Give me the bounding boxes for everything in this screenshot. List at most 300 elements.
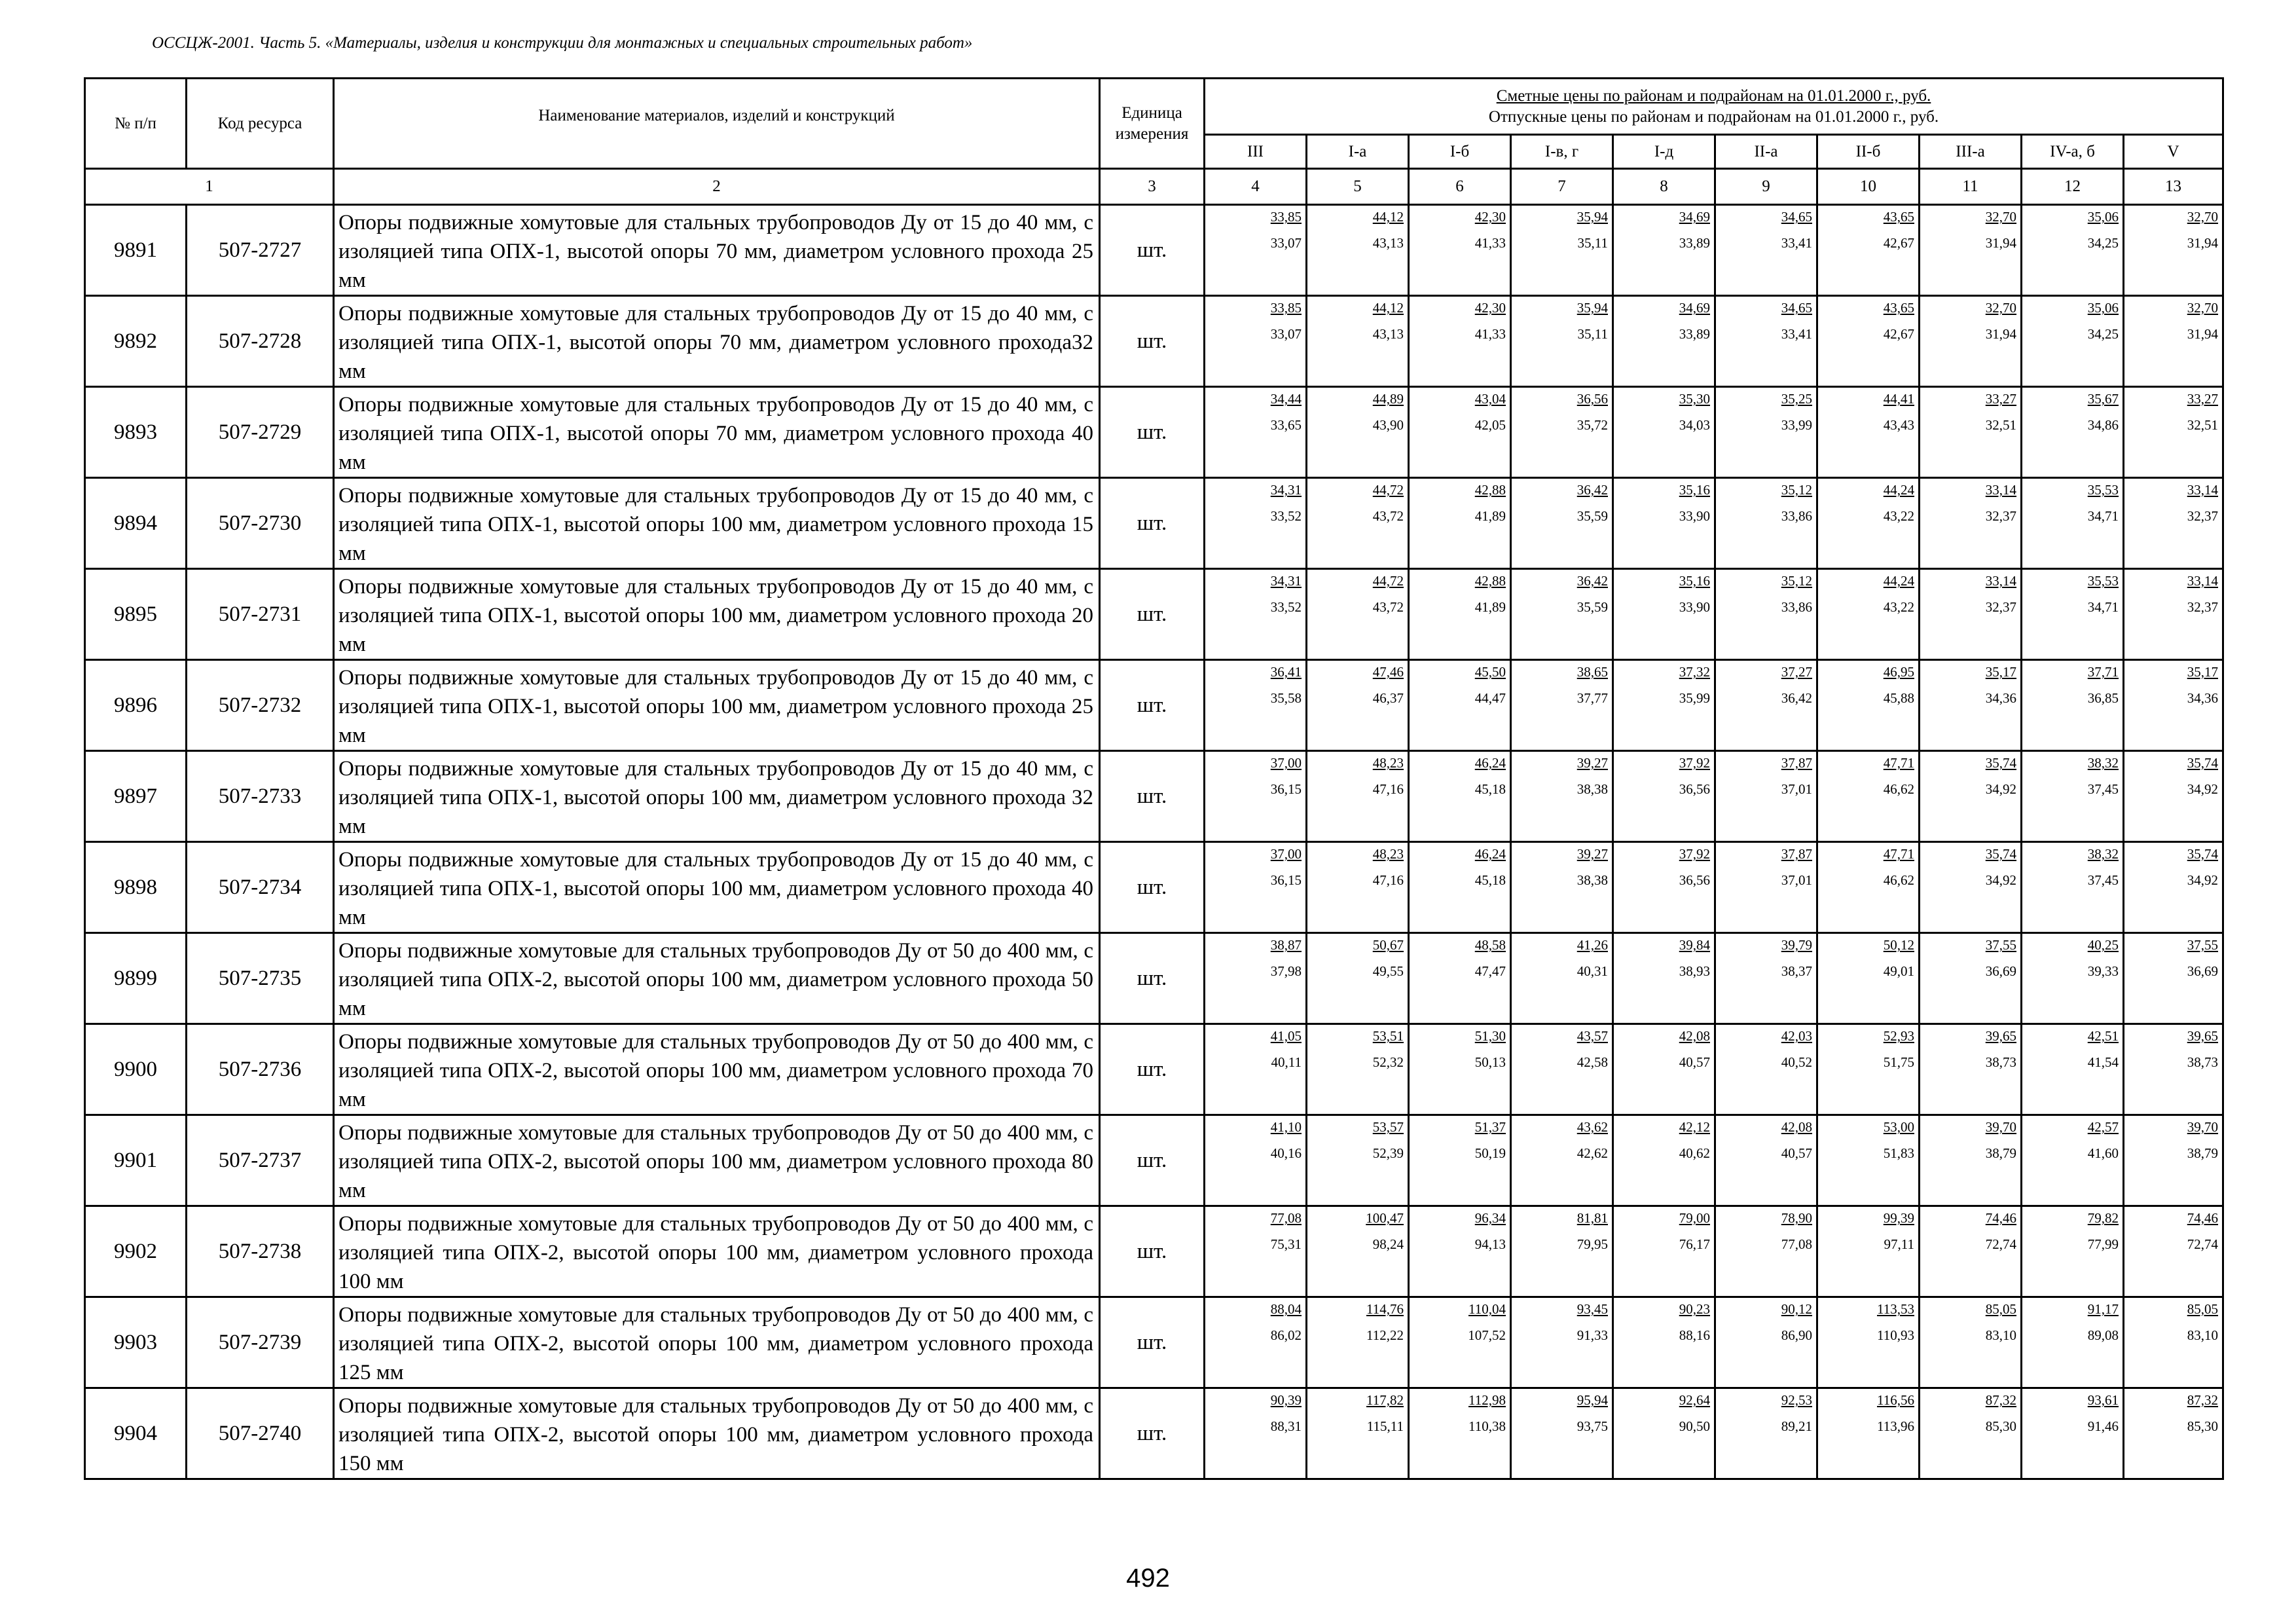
price-cell bbox=[1817, 205, 1920, 296]
price-cell bbox=[1307, 205, 1409, 296]
estimated-price: 35,53 bbox=[2087, 573, 2119, 589]
release-price: 43,43 bbox=[1883, 417, 1914, 433]
unit: шт. bbox=[1100, 1115, 1205, 1206]
price-cell bbox=[1817, 1024, 1920, 1115]
release-price: 43,72 bbox=[1372, 599, 1404, 615]
release-price: 33,65 bbox=[1270, 417, 1302, 433]
price-cell bbox=[1307, 1297, 1409, 1388]
price-cell bbox=[2022, 569, 2124, 660]
header-prices-line1: Сметные цены по районам и подрайонам на 01.01.2000 г., руб. bbox=[1496, 86, 1931, 105]
price-cell bbox=[1715, 569, 1817, 660]
column-number: 11 bbox=[1920, 169, 2022, 205]
resource-code: 507-2732 bbox=[187, 660, 334, 751]
estimated-price: 112,98 bbox=[1468, 1392, 1506, 1408]
price-cell bbox=[2022, 1297, 2124, 1388]
estimated-price: 34,31 bbox=[1270, 573, 1302, 589]
header-code: Код ресурса bbox=[187, 79, 334, 169]
release-price: 33,41 bbox=[1781, 235, 1812, 251]
header-prices bbox=[1205, 79, 2223, 135]
column-number: 4 bbox=[1205, 169, 1307, 205]
region-header: II-а bbox=[1715, 135, 1817, 169]
release-price: 34,92 bbox=[2187, 781, 2219, 797]
estimated-price: 113,53 bbox=[1877, 1301, 1914, 1317]
release-price: 85,30 bbox=[1985, 1418, 2016, 1434]
release-price: 33,90 bbox=[1679, 508, 1710, 524]
release-price: 49,01 bbox=[1883, 963, 1914, 979]
material-name: Опоры подвижные хомутовые для стальных трубопроводов Ду от 15 до 40 мм, с изоляцией типа ОПХ-1, высотой опоры 100 мм, диаметром условного прохода 15 мм bbox=[334, 478, 1100, 569]
release-price: 36,85 bbox=[2087, 690, 2119, 706]
release-price: 90,50 bbox=[1679, 1418, 1710, 1434]
price-cell bbox=[1205, 296, 1307, 387]
release-price: 36,56 bbox=[1679, 781, 1710, 797]
resource-code: 507-2734 bbox=[187, 842, 334, 933]
price-cell bbox=[1307, 296, 1409, 387]
price-cell bbox=[2124, 660, 2223, 751]
release-price: 38,38 bbox=[1576, 872, 1608, 888]
row-index: 9899 bbox=[85, 933, 187, 1024]
row-index: 9894 bbox=[85, 478, 187, 569]
resource-code: 507-2731 bbox=[187, 569, 334, 660]
price-cell bbox=[2124, 1297, 2223, 1388]
price-cell bbox=[1307, 842, 1409, 933]
estimated-price: 44,89 bbox=[1372, 391, 1404, 407]
estimated-price: 33,14 bbox=[1985, 573, 2016, 589]
estimated-price: 77,08 bbox=[1270, 1210, 1302, 1226]
estimated-price: 74,46 bbox=[2187, 1210, 2219, 1226]
release-price: 32,51 bbox=[1985, 417, 2016, 433]
release-price: 38,73 bbox=[2187, 1054, 2219, 1070]
column-number: 10 bbox=[1817, 169, 1920, 205]
price-cell bbox=[1409, 933, 1511, 1024]
estimated-price: 44,12 bbox=[1372, 209, 1404, 225]
price-cell bbox=[1817, 387, 1920, 478]
release-price: 38,79 bbox=[2187, 1145, 2219, 1161]
material-name: Опоры подвижные хомутовые для стальных трубопроводов Ду от 50 до 400 мм, с изоляцией типа ОПХ-2, высотой опоры 100 мм, диаметром условного прохода 80 мм bbox=[334, 1115, 1100, 1206]
release-price: 89,08 bbox=[2087, 1327, 2119, 1343]
material-name: Опоры подвижные хомутовые для стальных трубопроводов Ду от 50 до 400 мм, с изоляцией типа ОПХ-2, высотой опоры 100 мм, диаметром условного прохода 70 мм bbox=[334, 1024, 1100, 1115]
price-cell bbox=[1920, 933, 2022, 1024]
price-cell bbox=[2022, 296, 2124, 387]
estimated-price: 39,27 bbox=[1576, 846, 1608, 862]
estimated-price: 33,85 bbox=[1270, 300, 1302, 316]
estimated-price: 41,10 bbox=[1270, 1119, 1302, 1135]
unit: шт. bbox=[1100, 1206, 1205, 1297]
row-index: 9902 bbox=[85, 1206, 187, 1297]
region-header: V bbox=[2124, 135, 2223, 169]
estimated-price: 37,27 bbox=[1781, 664, 1812, 680]
estimated-price: 35,74 bbox=[2187, 755, 2219, 771]
release-price: 33,86 bbox=[1781, 508, 1812, 524]
header-prices-line2: Отпускные цены по районам и подрайонам на 01.01.2000 г., руб. bbox=[1488, 107, 1939, 126]
release-price: 33,52 bbox=[1270, 599, 1302, 615]
release-price: 34,92 bbox=[1985, 872, 2016, 888]
estimated-price: 37,00 bbox=[1270, 755, 1302, 771]
estimated-price: 35,17 bbox=[1985, 664, 2016, 680]
release-price: 47,16 bbox=[1372, 781, 1404, 797]
material-name: Опоры подвижные хомутовые для стальных трубопроводов Ду от 15 до 40 мм, с изоляцией типа ОПХ-1, высотой опоры 70 мм, диаметром условного прохода32 мм bbox=[334, 296, 1100, 387]
price-cell bbox=[1920, 569, 2022, 660]
price-cell bbox=[1613, 1388, 1715, 1479]
unit: шт. bbox=[1100, 569, 1205, 660]
estimated-price: 116,56 bbox=[1877, 1392, 1914, 1408]
price-cell bbox=[1817, 751, 1920, 842]
estimated-price: 47,71 bbox=[1883, 755, 1914, 771]
estimated-price: 79,82 bbox=[2087, 1210, 2119, 1226]
price-cell bbox=[1409, 1388, 1511, 1479]
release-price: 91,33 bbox=[1576, 1327, 1608, 1343]
column-number: 9 bbox=[1715, 169, 1817, 205]
estimated-price: 39,84 bbox=[1679, 937, 1710, 953]
header-name: Наименование материалов, изделий и конструкций bbox=[334, 79, 1100, 169]
column-number: 12 bbox=[2022, 169, 2124, 205]
price-cell bbox=[1613, 660, 1715, 751]
estimated-price: 45,50 bbox=[1474, 664, 1506, 680]
estimated-price: 37,71 bbox=[2087, 664, 2119, 680]
unit: шт. bbox=[1100, 1024, 1205, 1115]
release-price: 42,67 bbox=[1883, 326, 1914, 342]
estimated-price: 32,70 bbox=[2187, 300, 2219, 316]
release-price: 39,33 bbox=[2087, 963, 2119, 979]
price-cell bbox=[1409, 1206, 1511, 1297]
table-row bbox=[85, 933, 2223, 1024]
estimated-price: 42,12 bbox=[1679, 1119, 1710, 1135]
region-header: I-в, г bbox=[1511, 135, 1613, 169]
estimated-price: 95,94 bbox=[1576, 1392, 1608, 1408]
estimated-price: 37,87 bbox=[1781, 846, 1812, 862]
release-price: 33,99 bbox=[1781, 417, 1812, 433]
release-price: 33,41 bbox=[1781, 326, 1812, 342]
table-row bbox=[85, 1115, 2223, 1206]
estimated-price: 39,65 bbox=[1985, 1028, 2016, 1044]
price-cell bbox=[1920, 751, 2022, 842]
estimated-price: 50,67 bbox=[1372, 937, 1404, 953]
price-cell bbox=[1817, 478, 1920, 569]
release-price: 34,92 bbox=[1985, 781, 2016, 797]
price-cell bbox=[1715, 387, 1817, 478]
release-price: 42,62 bbox=[1576, 1145, 1608, 1161]
release-price: 97,11 bbox=[1884, 1236, 1914, 1252]
material-name: Опоры подвижные хомутовые для стальных трубопроводов Ду от 15 до 40 мм, с изоляцией типа ОПХ-1, высотой опоры 100 мм, диаметром условного прохода 32 мм bbox=[334, 751, 1100, 842]
region-header: I-б bbox=[1409, 135, 1511, 169]
release-price: 50,19 bbox=[1474, 1145, 1506, 1161]
release-price: 37,45 bbox=[2087, 781, 2119, 797]
estimated-price: 35,53 bbox=[2087, 482, 2119, 498]
region-header: I-а bbox=[1307, 135, 1409, 169]
material-name: Опоры подвижные хомутовые для стальных трубопроводов Ду от 50 до 400 мм, с изоляцией типа ОПХ-2, высотой опоры 100 мм, диаметром условного прохода 50 мм bbox=[334, 933, 1100, 1024]
release-price: 33,52 bbox=[1270, 508, 1302, 524]
release-price: 40,52 bbox=[1781, 1054, 1812, 1070]
release-price: 43,13 bbox=[1372, 235, 1404, 251]
estimated-price: 42,88 bbox=[1474, 482, 1506, 498]
release-price: 37,45 bbox=[2087, 872, 2119, 888]
price-cell bbox=[1715, 205, 1817, 296]
price-cell bbox=[1511, 751, 1613, 842]
region-header: III-а bbox=[1920, 135, 2022, 169]
estimated-price: 32,70 bbox=[1985, 300, 2016, 316]
table-row bbox=[85, 1024, 2223, 1115]
release-price: 36,15 bbox=[1270, 872, 1302, 888]
estimated-price: 37,55 bbox=[2187, 937, 2219, 953]
price-cell bbox=[2124, 1388, 2223, 1479]
price-cell bbox=[1613, 205, 1715, 296]
price-cell bbox=[1511, 842, 1613, 933]
price-cell bbox=[1715, 751, 1817, 842]
price-cell bbox=[1613, 751, 1715, 842]
estimated-price: 110,04 bbox=[1468, 1301, 1506, 1317]
price-cell bbox=[1715, 1206, 1817, 1297]
estimated-price: 85,05 bbox=[2187, 1301, 2219, 1317]
estimated-price: 37,87 bbox=[1781, 755, 1812, 771]
release-price: 35,59 bbox=[1576, 508, 1608, 524]
release-price: 35,72 bbox=[1576, 417, 1608, 433]
price-table bbox=[84, 77, 2224, 1480]
estimated-price: 38,87 bbox=[1270, 937, 1302, 953]
release-price: 41,89 bbox=[1474, 599, 1506, 615]
price-cell bbox=[1409, 1024, 1511, 1115]
release-price: 94,13 bbox=[1474, 1236, 1506, 1252]
price-cell bbox=[2124, 1024, 2223, 1115]
material-name: Опоры подвижные хомутовые для стальных трубопроводов Ду от 15 до 40 мм, с изоляцией типа ОПХ-1, высотой опоры 70 мм, диаметром условного прохода 40 мм bbox=[334, 387, 1100, 478]
estimated-price: 43,65 bbox=[1883, 300, 1914, 316]
row-index: 9897 bbox=[85, 751, 187, 842]
price-cell bbox=[1409, 296, 1511, 387]
estimated-price: 47,46 bbox=[1372, 664, 1404, 680]
estimated-price: 90,23 bbox=[1679, 1301, 1710, 1317]
estimated-price: 38,32 bbox=[2087, 755, 2119, 771]
estimated-price: 42,08 bbox=[1679, 1028, 1710, 1044]
price-cell bbox=[2022, 205, 2124, 296]
release-price: 35,11 bbox=[1577, 326, 1608, 342]
release-price: 38,93 bbox=[1679, 963, 1710, 979]
release-price: 34,36 bbox=[2187, 690, 2219, 706]
release-price: 34,92 bbox=[2187, 872, 2219, 888]
release-price: 79,95 bbox=[1576, 1236, 1608, 1252]
estimated-price: 32,70 bbox=[2187, 209, 2219, 225]
release-price: 43,22 bbox=[1883, 508, 1914, 524]
estimated-price: 74,46 bbox=[1985, 1210, 2016, 1226]
table-row bbox=[85, 296, 2223, 387]
price-cell bbox=[1307, 660, 1409, 751]
release-price: 52,32 bbox=[1372, 1054, 1404, 1070]
unit: шт. bbox=[1100, 296, 1205, 387]
estimated-price: 35,06 bbox=[2087, 209, 2119, 225]
release-price: 33,86 bbox=[1781, 599, 1812, 615]
price-cell bbox=[2124, 842, 2223, 933]
price-cell bbox=[1613, 1206, 1715, 1297]
release-price: 38,38 bbox=[1576, 781, 1608, 797]
price-cell bbox=[1920, 1206, 2022, 1297]
estimated-price: 36,42 bbox=[1576, 573, 1608, 589]
price-cell bbox=[1715, 1388, 1817, 1479]
table-row bbox=[85, 751, 2223, 842]
estimated-price: 39,27 bbox=[1576, 755, 1608, 771]
release-price: 112,22 bbox=[1366, 1327, 1404, 1343]
unit: шт. bbox=[1100, 933, 1205, 1024]
price-cell bbox=[1307, 933, 1409, 1024]
estimated-price: 47,71 bbox=[1883, 846, 1914, 862]
price-cell bbox=[1817, 1115, 1920, 1206]
table-row bbox=[85, 842, 2223, 933]
price-cell bbox=[1511, 1115, 1613, 1206]
release-price: 43,13 bbox=[1372, 326, 1404, 342]
price-cell bbox=[1307, 387, 1409, 478]
material-name: Опоры подвижные хомутовые для стальных трубопроводов Ду от 50 до 400 мм, с изоляцией типа ОПХ-2, высотой опоры 100 мм, диаметром условного прохода 150 мм bbox=[334, 1388, 1100, 1479]
estimated-price: 40,25 bbox=[2087, 937, 2119, 953]
price-cell bbox=[1817, 1206, 1920, 1297]
estimated-price: 42,30 bbox=[1474, 209, 1506, 225]
release-price: 33,90 bbox=[1679, 599, 1710, 615]
estimated-price: 42,57 bbox=[2087, 1119, 2119, 1135]
release-price: 40,31 bbox=[1576, 963, 1608, 979]
price-cell bbox=[1511, 1388, 1613, 1479]
release-price: 43,90 bbox=[1372, 417, 1404, 433]
estimated-price: 36,41 bbox=[1270, 664, 1302, 680]
price-cell bbox=[1817, 569, 1920, 660]
price-cell bbox=[1205, 1115, 1307, 1206]
release-price: 38,79 bbox=[1985, 1145, 2016, 1161]
estimated-price: 44,12 bbox=[1372, 300, 1404, 316]
release-price: 31,94 bbox=[2187, 235, 2219, 251]
release-price: 41,33 bbox=[1474, 326, 1506, 342]
estimated-price: 44,72 bbox=[1372, 482, 1404, 498]
region-header: IV-а, б bbox=[2022, 135, 2124, 169]
estimated-price: 90,12 bbox=[1781, 1301, 1812, 1317]
release-price: 33,89 bbox=[1679, 326, 1710, 342]
release-price: 42,67 bbox=[1883, 235, 1914, 251]
price-cell bbox=[1409, 478, 1511, 569]
release-price: 85,30 bbox=[2187, 1418, 2219, 1434]
release-price: 91,46 bbox=[2087, 1418, 2119, 1434]
release-price: 41,60 bbox=[2087, 1145, 2119, 1161]
column-number: 13 bbox=[2124, 169, 2223, 205]
estimated-price: 78,90 bbox=[1781, 1210, 1812, 1226]
column-number-row bbox=[85, 169, 2223, 205]
release-price: 31,94 bbox=[2187, 326, 2219, 342]
estimated-price: 42,51 bbox=[2087, 1028, 2119, 1044]
estimated-price: 33,14 bbox=[2187, 482, 2219, 498]
release-price: 44,47 bbox=[1474, 690, 1506, 706]
estimated-price: 35,06 bbox=[2087, 300, 2119, 316]
estimated-price: 36,56 bbox=[1576, 391, 1608, 407]
release-price: 41,33 bbox=[1474, 235, 1506, 251]
release-price: 47,16 bbox=[1372, 872, 1404, 888]
estimated-price: 48,23 bbox=[1372, 755, 1404, 771]
unit: шт. bbox=[1100, 842, 1205, 933]
release-price: 33,07 bbox=[1270, 235, 1302, 251]
price-cell bbox=[1205, 933, 1307, 1024]
release-price: 46,37 bbox=[1372, 690, 1404, 706]
price-cell bbox=[1409, 569, 1511, 660]
unit: шт. bbox=[1100, 387, 1205, 478]
estimated-price: 34,31 bbox=[1270, 482, 1302, 498]
release-price: 76,17 bbox=[1679, 1236, 1710, 1252]
estimated-price: 43,04 bbox=[1474, 391, 1506, 407]
header-unit: Единица измерения bbox=[1100, 79, 1205, 169]
resource-code: 507-2738 bbox=[187, 1206, 334, 1297]
estimated-price: 34,44 bbox=[1270, 391, 1302, 407]
price-cell bbox=[2022, 478, 2124, 569]
estimated-price: 44,41 bbox=[1883, 391, 1914, 407]
release-price: 86,02 bbox=[1270, 1327, 1302, 1343]
release-price: 77,99 bbox=[2087, 1236, 2119, 1252]
column-number: 5 bbox=[1307, 169, 1409, 205]
row-index: 9891 bbox=[85, 205, 187, 296]
price-cell bbox=[1613, 1297, 1715, 1388]
price-cell bbox=[1205, 1206, 1307, 1297]
estimated-price: 99,39 bbox=[1883, 1210, 1914, 1226]
release-price: 45,18 bbox=[1474, 872, 1506, 888]
release-price: 33,89 bbox=[1679, 235, 1710, 251]
estimated-price: 39,70 bbox=[2187, 1119, 2219, 1135]
estimated-price: 35,74 bbox=[1985, 755, 2016, 771]
release-price: 46,62 bbox=[1883, 872, 1914, 888]
row-index: 9895 bbox=[85, 569, 187, 660]
estimated-price: 37,32 bbox=[1679, 664, 1710, 680]
release-price: 45,18 bbox=[1474, 781, 1506, 797]
release-price: 32,51 bbox=[2187, 417, 2219, 433]
price-cell bbox=[1409, 842, 1511, 933]
price-cell bbox=[2022, 1024, 2124, 1115]
release-price: 32,37 bbox=[1985, 599, 2016, 615]
release-price: 113,96 bbox=[1877, 1418, 1914, 1434]
estimated-price: 35,94 bbox=[1576, 209, 1608, 225]
price-cell bbox=[1613, 569, 1715, 660]
price-cell bbox=[2124, 751, 2223, 842]
price-cell bbox=[1205, 569, 1307, 660]
unit: шт. bbox=[1100, 478, 1205, 569]
price-cell bbox=[1613, 1024, 1715, 1115]
price-cell bbox=[2022, 1115, 2124, 1206]
price-cell bbox=[2022, 842, 2124, 933]
material-name: Опоры подвижные хомутовые для стальных трубопроводов Ду от 15 до 40 мм, с изоляцией типа ОПХ-1, высотой опоры 100 мм, диаметром условного прохода 25 мм bbox=[334, 660, 1100, 751]
estimated-price: 35,74 bbox=[1985, 846, 2016, 862]
release-price: 36,69 bbox=[1985, 963, 2016, 979]
price-cell bbox=[1613, 478, 1715, 569]
price-cell bbox=[1920, 478, 2022, 569]
page-number: 492 bbox=[1126, 1564, 1170, 1593]
row-index: 9900 bbox=[85, 1024, 187, 1115]
price-cell bbox=[1920, 1297, 2022, 1388]
release-price: 42,05 bbox=[1474, 417, 1506, 433]
estimated-price: 35,94 bbox=[1576, 300, 1608, 316]
resource-code: 507-2728 bbox=[187, 296, 334, 387]
resource-code: 507-2739 bbox=[187, 1297, 334, 1388]
resource-code: 507-2727 bbox=[187, 205, 334, 296]
estimated-price: 90,39 bbox=[1270, 1392, 1302, 1408]
region-header: I-д bbox=[1613, 135, 1715, 169]
release-price: 88,16 bbox=[1679, 1327, 1710, 1343]
price-cell bbox=[1205, 1024, 1307, 1115]
release-price: 34,03 bbox=[1679, 417, 1710, 433]
row-index: 9898 bbox=[85, 842, 187, 933]
estimated-price: 44,72 bbox=[1372, 573, 1404, 589]
price-cell bbox=[2022, 387, 2124, 478]
estimated-price: 33,85 bbox=[1270, 209, 1302, 225]
estimated-price: 35,12 bbox=[1781, 482, 1812, 498]
material-name: Опоры подвижные хомутовые для стальных трубопроводов Ду от 50 до 400 мм, с изоляцией типа ОПХ-2, высотой опоры 100 мм, диаметром условного прохода 125 мм bbox=[334, 1297, 1100, 1388]
region-header: II-б bbox=[1817, 135, 1920, 169]
estimated-price: 41,26 bbox=[1576, 937, 1608, 953]
estimated-price: 39,65 bbox=[2187, 1028, 2219, 1044]
price-cell bbox=[1613, 1115, 1715, 1206]
release-price: 110,38 bbox=[1468, 1418, 1506, 1434]
row-index: 9901 bbox=[85, 1115, 187, 1206]
price-cell bbox=[1715, 1115, 1817, 1206]
price-cell bbox=[2022, 751, 2124, 842]
release-price: 40,57 bbox=[1781, 1145, 1812, 1161]
resource-code: 507-2730 bbox=[187, 478, 334, 569]
release-price: 34,25 bbox=[2087, 326, 2119, 342]
